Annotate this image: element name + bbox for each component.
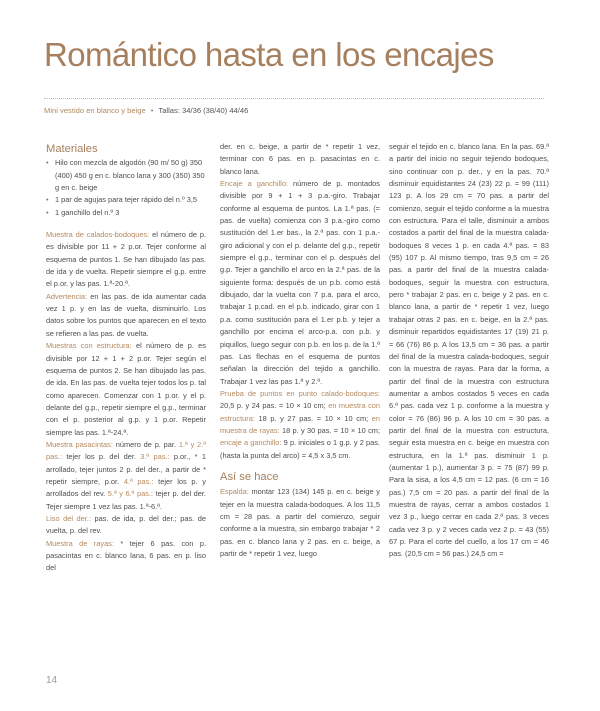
- paragraph-pasacintas: Muestra pasacintas: número de p. par. 1.ª y 2.ª pas.: tejer los p. del der. 3.ª pas.: p.or., * 1 arrollado, tejer juntos 2 p. del der., a partir de * repetir siempre, p.or. 4.ª pas.: tejer los p. y arrollados del rev. 5.ª y 6.ª pas.: tejer p. del der. Tejer siempre 1 vez las pas. 1.ª-6.ª.: [46, 439, 206, 511]
- term: Muestra de calados-bodoques:: [46, 230, 150, 240]
- paragraph-continuation: seguir el tejido en c. blanco lana. En la pas. 69.ª a partir del inicio no seguir tejiendo bodoques, sino continuar con p. der., y en la pas. 70.ª disminuir equidistantes 24 (23) 22 p. = 99 (111) 123 p. A los 29 cm = 70 pas. a partir del comienzo, seguir el tejido conforme a la muestra con estructura. Para el talle, disminuir a ambos costados a partir del final de la muestra calada-bodoques 8 veces 1 p. en cada 4.ª pas. = 83 (95) 107 p. Al mismo tiempo, tras 9,5 cm = 26 pas. a partir del final de la muestra calada-bodoques, seguir la muestra con estructura, pero * trabajar 2 pas. en c. beige y 2 pas. en c. blanco lana, a partir de * repetir 1 vez, luego trabajar otras 2 pas. en c. beige, en la 2.ª pas. disminuir repartidos equidistantes 17 (19) 21 p. = 66 (76) 86 p. A los 13,5 cm = 36 pas. a partir del final de la muestra calada-bodoques, seguir con la muestra de rayas. Para dar la forma, a partir del final de la muestra con estructura aumentar a ambos costados 5 veces en cada 6.ª pas. cada vez 1 p. conforme a la muestra y color = 76 (86) 96 p. A los 10 cm = 30 pas. a partir del final de la muestra con estructura, seguir esta muestra en c. beige en muestra con estructura, en la 1.ª pas. disminuir 1 p. (aumentar 1 p.), aumentar 3 p. = 75 (87) 99 p. Para la sisa, a los 4,5 cm = 12 pas. (6 cm = 16 pas.) 7,5 cm = 20 pas. a partir del final de la muestra de rayas, cerrar a ambos costados 1 vez 3 p., luego cerrar en cada 2.ª pas. 3 veces cada vez 3 p. y 2 veces cada vez 2 p. = 43 (55) 67 p. Para el corte del cuello, a los 17 cm = 46 pas. (20,5 cm = 56 pas.) 24,5 cm =: [389, 142, 549, 559]
- term: Muestras con estructura:: [46, 341, 132, 351]
- paragraph-espalda: Espalda: montar 123 (134) 145 p. en c. beige y tejer en la muestra calada-bodoques. A los 11,5 cm = 28 pas. a partir del comienzo, seguir conforme a la muestra, sin embargo trabajar * 2 pas. en c. blanco lana y 2 pas. en c. beige, a partir de * repetir 1 vez, luego: [220, 487, 380, 558]
- paragraph-liso: Liso del der.: pas. de ida, p. del der.; pas. de vuelta, p. del rev.: [46, 513, 206, 536]
- term: Muestra pasacintas:: [46, 439, 113, 449]
- materials-list: [46, 157, 206, 219]
- page-title: Romántico hasta en los encajes: [44, 36, 494, 73]
- instructions-heading: Así se hace: [220, 470, 279, 483]
- paragraph-estructura: Muestras con estructura: el número de p. es divisible por 12 + 1 + 2 p.or. Tejer según el esquema de puntos 2. Se han dibujado las pas. de ida. En las pas. de vuelta tejer todos los p. tal como aparecen. Comenzar con 1 p.or. y el p. delante del g.p., repetir siempre el g.p., terminar con el p. posterior al g.p. y 1 p.or. Repetir siempre las pas. 1.ª-24.ª.: [46, 341, 206, 437]
- term: Encaje a ganchillo:: [220, 179, 288, 189]
- column-1: [46, 143, 206, 575]
- sizes: Tallas: 34/36 (38/40) 44/46: [158, 106, 249, 115]
- column-3: [389, 141, 549, 561]
- term: Advertencia:: [46, 291, 88, 301]
- term: Liso del der.:: [46, 513, 91, 523]
- list-item: • 1 ganchillo del n.º 3: [46, 207, 206, 219]
- list-item: • 1 par de agujas para tejer rápido del n.º 3,5: [46, 194, 206, 206]
- paragraph-advertencia: Advertencia: en las pas. de ida aumentar cada vez 1 p. y en las de vuelta, disminuirlo. Los datos sobre los puntos que aparecen en el texto se refieren a las pas. de vuelta.: [46, 291, 206, 338]
- bullet-separator: •: [150, 106, 154, 115]
- term: Prueba de puntos en punto calado-bodoques:: [220, 388, 380, 398]
- term: Espalda:: [220, 487, 249, 497]
- term: Muestra de rayas:: [46, 538, 114, 548]
- column-2: [220, 141, 380, 560]
- paragraph-prueba: Prueba de puntos en punto calado-bodoques: 20,5 p. y 24 pas. = 10 × 10 cm; en muestra con estructura: 18 p. y 27 pas. = 10 × 10 cm; en muestra de rayas: 18 p. y 30 pas. = 10 × 10 cm; encaje a ganchillo: 9 p. iniciales o 1 g.p. y 2 pas. (hasta la punta del arco) = 4,5 x 3,5 cm.: [220, 388, 380, 460]
- garment-name: Mini vestido en blanco y beige: [44, 106, 146, 115]
- page-number: 14: [46, 675, 58, 686]
- paragraph-continuation: der. en c. beige, a partir de * repetir 1 vez, terminar con 6 pas. en p. pasacintas en c. blanco lana.: [220, 142, 380, 176]
- list-item: • Hilo con mezcla de algodón (90 m/ 50 g) 350 (400) 450 g en c. blanco lana y 300 (350) 350 g en c. beige: [46, 157, 206, 194]
- paragraph-rayas: Muestra de rayas: * tejer 6 pas. con p. pasacintas en c. blanco lana, 6 pas. en p. liso del: [46, 538, 207, 573]
- materials-heading: Materiales: [46, 143, 98, 155]
- subtitle: [44, 106, 248, 115]
- paragraph-encaje: Encaje a ganchillo: número de p. montados divisible por 9 + 1 + 3 p.a.-giro. Trabajar conforme al esquema de puntos. La 1.ª pas. (= pas. de vuelta) comienza con 3 p.a.-giro como sustitución del 1.er bas., la 2.ª pas. con 1 p.a.-giro adicional y con el p. delante del g.p., repetir siempre el g.p., terminar con el p. después del g.p. Tejer a ganchillo el arco en la 2.ª pas. de la siguiente forma: después de un p.b. como está dibujado, dar la vuelta con 7 p.a. para el arco, trabajar 1 p.cad. en el p.b. indicado, girar con 1 p.a. como sustitución para el 1.er p.b. y tejer a ganchillo por encima el arco-p.a. con p.b. y piquillos, luego seguir con p.b. en los p. de la 1.ª pas. Las flechas en el esquema de puntos señalan la dirección del tejido a ganchillo. Trabajar 1 vez las pas 1.ª y 2.ª.: [220, 179, 380, 386]
- dotted-divider: [44, 98, 544, 99]
- paragraph-calados-bodoques: Muestra de calados-bodoques: el número de p. es divisible por 11 + 2 p.or. Tejer conforme al esquema de puntos 1. Se han dibujado las pas. de ida y de vuelta. Repetir siempre el g.p. entre el p.or. y las pas. 1.ª-20.ª.: [46, 230, 206, 289]
